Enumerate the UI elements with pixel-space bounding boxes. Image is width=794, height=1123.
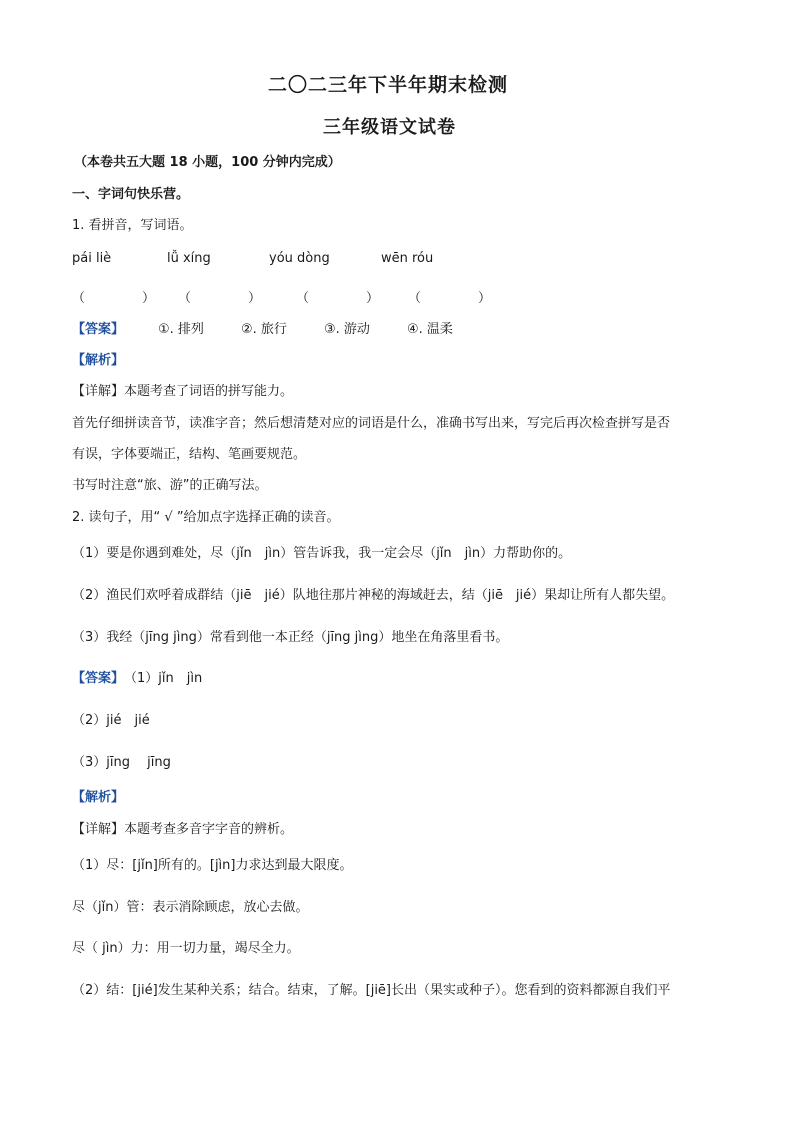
sentence-1: （1）要是你遇到难处，尽（jǐn jìn）管告诉我，我一定会尽（jǐn jìn）力帮助你的。 (72, 546, 572, 561)
explanation-1-line-1: 首先仔细拼读音节，读准字音；然后想清楚对应的词语是什么，准确书写出来，写完后再次检查拼写是否 (72, 416, 671, 431)
question-2-prompt: 2. 读句子，用“ √ ”给加点字选择正确的读音。 (72, 510, 340, 525)
pinyin-4: wēn róu (381, 251, 434, 266)
sentence-2: （2）渔民们欢呼着成群结（jiē jié）队地往那片神秘的海域赶去，结（jiē jié）果却让所有人都失望。 (72, 588, 675, 603)
detail-1: 【详解】本题考查了词语的拼写能力。 (72, 384, 294, 399)
answer-blank-4-close: ） (478, 291, 492, 306)
sentence-3: （3）我经（jīng jìng）常看到他一本正经（jīng jìng）地坐在角落里看书。 (72, 630, 509, 645)
answer-2-1: （1）jǐn jìn (124, 671, 203, 686)
answer-blank-1-open: （ (72, 291, 86, 306)
exam-note: （本卷共五大题 18 小题，100 分钟内完成） (74, 155, 341, 170)
explanation-2-line-4: （2）结：[jié]发生某种关系；结合。结束，了解。[jiē]长出（果实或种子）。您看到的资料都源自我们平 (72, 983, 671, 998)
pinyin-2: lǚ xíng (167, 251, 211, 266)
answer-blank-2-close: ） (248, 291, 262, 306)
detail-2: 【详解】本题考查多音字字音的辨析。 (72, 822, 294, 837)
analysis-tag-2: 【解析】 (72, 790, 125, 805)
answer-tag-2: 【答案】 (72, 671, 125, 686)
explanation-2-line-1: （1）尽：[jǐn]所有的。[jìn]力求达到最大限度。 (72, 858, 353, 873)
answer-1-1: ①. 排列 (158, 322, 204, 337)
explanation-2-line-3: 尽（ jìn）力：用一切力量，竭尽全力。 (72, 941, 300, 956)
question-1-prompt: 1. 看拼音，写词语。 (72, 218, 193, 233)
explanation-1-line-3: 书写时注意“旅、游”的正确写法。 (72, 478, 268, 493)
answer-tag-1: 【答案】 (72, 322, 125, 337)
answer-2-2: （2）jié jié (72, 713, 150, 728)
answer-blank-2-open: （ (178, 291, 192, 306)
explanation-1-line-2: 有误，字体要端正，结构、笔画要规范。 (72, 447, 307, 462)
explanation-2-line-2: 尽（jǐn）管：表示消除顾虑，放心去做。 (72, 900, 309, 915)
pinyin-3: yóu dòng (269, 251, 330, 266)
answer-1-3: ③. 游动 (324, 322, 370, 337)
answer-blank-4-open: （ (408, 291, 422, 306)
exam-subtitle: 三年级语文试卷 (323, 117, 456, 138)
answer-blank-3-open: （ (296, 291, 310, 306)
answer-1-2: ②. 旅行 (241, 322, 287, 337)
pinyin-1: pái liè (72, 251, 112, 266)
answer-1-4: ④. 温柔 (407, 322, 453, 337)
answer-2-3: （3）jīng jīng (72, 755, 171, 770)
answer-blank-1-close: ） (142, 291, 156, 306)
analysis-tag-1: 【解析】 (72, 353, 125, 368)
section-heading: 一、字词句快乐营。 (72, 187, 190, 202)
exam-title: 二〇二三年下半年期末检测 (268, 74, 509, 96)
answer-blank-3-close: ） (366, 291, 380, 306)
